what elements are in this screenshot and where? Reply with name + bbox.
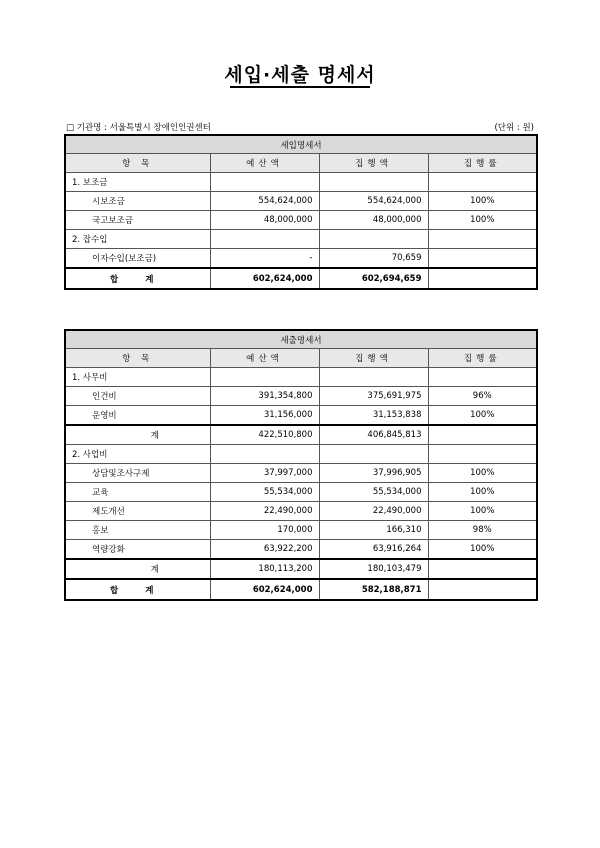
cell-rate: 100% bbox=[428, 483, 537, 502]
expenditure-row-cat bbox=[65, 445, 537, 464]
cell-item: 인건비 bbox=[65, 387, 210, 406]
cell-item: 계 bbox=[65, 559, 210, 579]
total-executed: 602,694,659 bbox=[319, 268, 428, 289]
cell-item: 홍보 bbox=[65, 521, 210, 540]
header-budget: 예산액 bbox=[210, 349, 319, 368]
cell-budget: 422,510,800 bbox=[210, 425, 319, 445]
header-item: 항 목 bbox=[65, 349, 210, 368]
revenue-row-item bbox=[65, 211, 537, 230]
revenue-total-row bbox=[65, 268, 537, 289]
expenditure-row-item bbox=[65, 483, 537, 502]
cell-item: 상담및조사구제 bbox=[65, 464, 210, 483]
cell-item: 교육 bbox=[65, 483, 210, 502]
expenditure-total-row bbox=[65, 579, 537, 600]
cell-rate: 98% bbox=[428, 521, 537, 540]
cell-budget: 31,156,000 bbox=[210, 406, 319, 426]
cell-budget: 180,113,200 bbox=[210, 559, 319, 579]
cell-rate: 100% bbox=[428, 502, 537, 521]
cell-item: 2. 사업비 bbox=[65, 445, 210, 464]
cell-rate: 100% bbox=[428, 464, 537, 483]
cell-item: 이자수입(보조금) bbox=[65, 249, 210, 269]
header-rate: 집행률 bbox=[428, 154, 537, 173]
header-rate: 집행률 bbox=[428, 349, 537, 368]
unit-label: (단위 : 원) bbox=[494, 123, 534, 133]
expenditure-row-sub bbox=[65, 425, 537, 445]
cell-item: 1. 사무비 bbox=[65, 368, 210, 387]
expenditure-row-item bbox=[65, 540, 537, 560]
cell-budget: 55,534,000 bbox=[210, 483, 319, 502]
cell-rate bbox=[428, 559, 537, 579]
total-budget: 602,624,000 bbox=[210, 579, 319, 600]
total-rate bbox=[428, 268, 537, 289]
cell-budget: - bbox=[210, 249, 319, 269]
expenditure-row-item bbox=[65, 521, 537, 540]
cell-item: 계 bbox=[65, 425, 210, 445]
cell-executed bbox=[319, 173, 428, 192]
cell-budget: 391,354,800 bbox=[210, 387, 319, 406]
cell-budget bbox=[210, 173, 319, 192]
cell-rate bbox=[428, 368, 537, 387]
cell-executed: 31,153,838 bbox=[319, 406, 428, 426]
cell-executed: 48,000,000 bbox=[319, 211, 428, 230]
expenditure-row-item bbox=[65, 387, 537, 406]
cell-executed: 22,490,000 bbox=[319, 502, 428, 521]
cell-budget: 170,000 bbox=[210, 521, 319, 540]
cell-executed bbox=[319, 230, 428, 249]
cell-item: 시보조금 bbox=[65, 192, 210, 211]
revenue-table bbox=[64, 134, 538, 290]
cell-budget: 63,922,200 bbox=[210, 540, 319, 560]
title-underline bbox=[230, 86, 370, 88]
cell-executed: 70,659 bbox=[319, 249, 428, 269]
cell-item: 국고보조금 bbox=[65, 211, 210, 230]
revenue-caption: 세입명세서 bbox=[65, 135, 537, 154]
header-budget: 예산액 bbox=[210, 154, 319, 173]
revenue-row-cat bbox=[65, 230, 537, 249]
revenue-header-row bbox=[65, 154, 537, 173]
cell-executed: 37,996,905 bbox=[319, 464, 428, 483]
cell-budget: 48,000,000 bbox=[210, 211, 319, 230]
expenditure-header-row bbox=[65, 349, 537, 368]
total-executed: 582,188,871 bbox=[319, 579, 428, 600]
document-title: 세입·세출 명세서 bbox=[224, 64, 376, 86]
revenue-caption-row bbox=[65, 135, 537, 154]
revenue-row-item bbox=[65, 192, 537, 211]
cell-rate bbox=[428, 230, 537, 249]
cell-executed: 554,624,000 bbox=[319, 192, 428, 211]
cell-item: 2. 잡수입 bbox=[65, 230, 210, 249]
cell-item: 역량강화 bbox=[65, 540, 210, 560]
cell-item: 운영비 bbox=[65, 406, 210, 426]
cell-rate: 96% bbox=[428, 387, 537, 406]
cell-rate bbox=[428, 445, 537, 464]
cell-item: 1. 보조금 bbox=[65, 173, 210, 192]
cell-budget bbox=[210, 368, 319, 387]
cell-rate: 100% bbox=[428, 406, 537, 426]
cell-rate: 100% bbox=[428, 192, 537, 211]
cell-executed: 166,310 bbox=[319, 521, 428, 540]
header-item: 항 목 bbox=[65, 154, 210, 173]
cell-executed: 55,534,000 bbox=[319, 483, 428, 502]
cell-budget: 22,490,000 bbox=[210, 502, 319, 521]
total-budget: 602,624,000 bbox=[210, 268, 319, 289]
header-executed: 집행액 bbox=[319, 349, 428, 368]
cell-budget bbox=[210, 230, 319, 249]
header-executed: 집행액 bbox=[319, 154, 428, 173]
cell-executed: 406,845,813 bbox=[319, 425, 428, 445]
expenditure-caption: 세출명세서 bbox=[65, 330, 537, 349]
cell-rate: 100% bbox=[428, 211, 537, 230]
cell-rate bbox=[428, 425, 537, 445]
cell-budget: 37,997,000 bbox=[210, 464, 319, 483]
revenue-row-cat bbox=[65, 173, 537, 192]
agency-label: □ 기관명 : 서울특별시 장애인인권센터 bbox=[66, 123, 211, 133]
expenditure-row-cat bbox=[65, 368, 537, 387]
cell-executed: 180,103,479 bbox=[319, 559, 428, 579]
total-item: 합 계 bbox=[65, 268, 210, 289]
revenue-row-item bbox=[65, 249, 537, 269]
cell-executed: 375,691,975 bbox=[319, 387, 428, 406]
cell-rate: 100% bbox=[428, 540, 537, 560]
expenditure-row-sub bbox=[65, 559, 537, 579]
expenditure-row-item bbox=[65, 464, 537, 483]
cell-rate bbox=[428, 173, 537, 192]
total-rate bbox=[428, 579, 537, 600]
total-item: 합 계 bbox=[65, 579, 210, 600]
cell-executed: 63,916,264 bbox=[319, 540, 428, 560]
expenditure-row-item bbox=[65, 502, 537, 521]
cell-item: 제도개선 bbox=[65, 502, 210, 521]
cell-budget bbox=[210, 445, 319, 464]
expenditure-caption-row bbox=[65, 330, 537, 349]
cell-executed bbox=[319, 368, 428, 387]
expenditure-table bbox=[64, 329, 538, 601]
cell-executed bbox=[319, 445, 428, 464]
cell-budget: 554,624,000 bbox=[210, 192, 319, 211]
cell-rate bbox=[428, 249, 537, 269]
expenditure-row-item bbox=[65, 406, 537, 426]
